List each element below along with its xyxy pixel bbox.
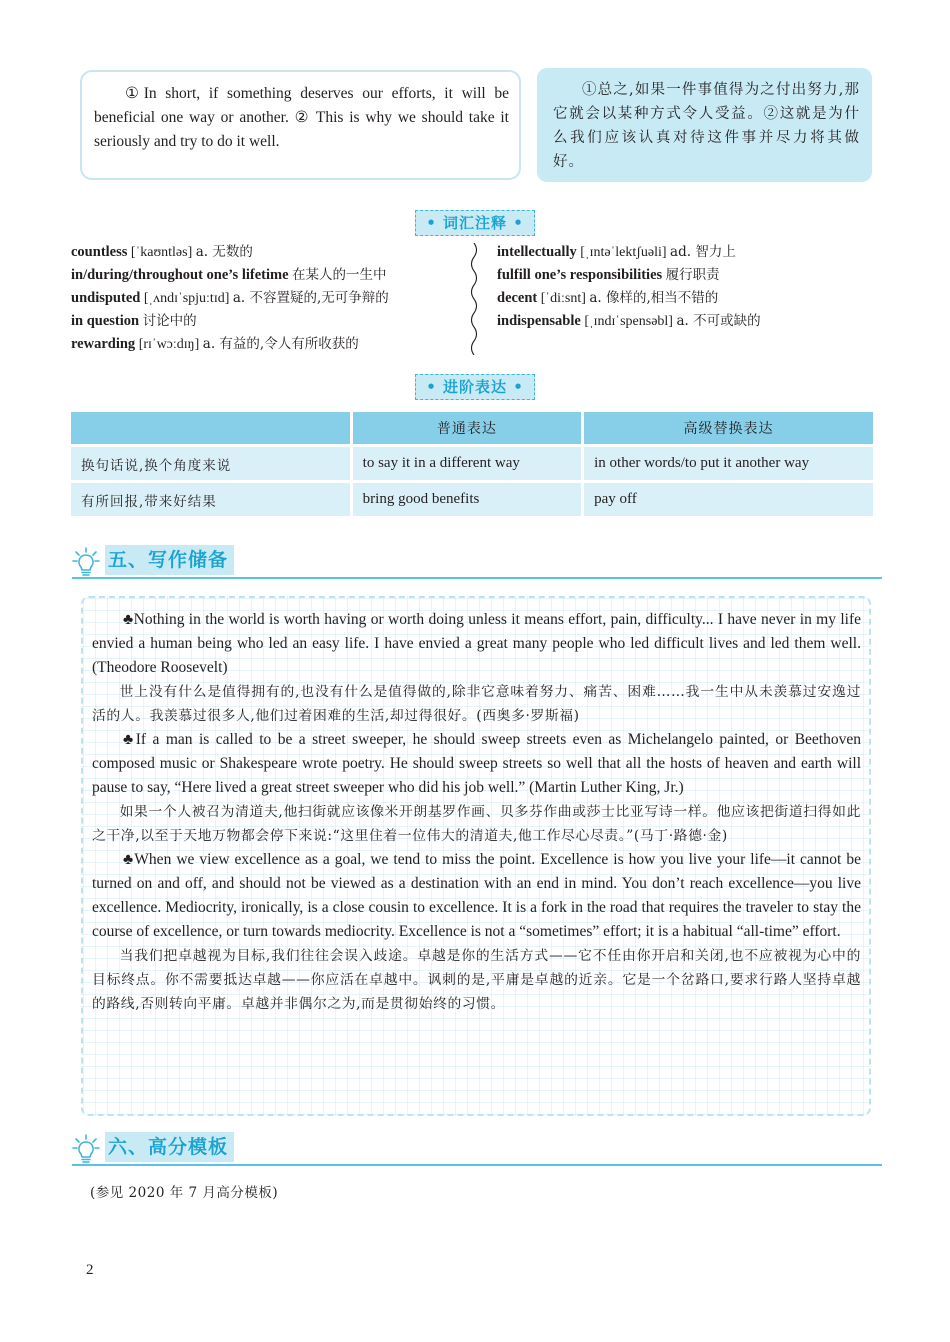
vocab-word: decent [497, 290, 538, 306]
section-five-header [72, 545, 882, 579]
header-cell-common: 普通表达 [353, 412, 581, 444]
vocab-item: countless [ˈkaʊntləs] a. 无数的 [71, 244, 253, 260]
vocab-item: rewarding [rɪˈwɔːdɪŋ] a. 有益的,令人有所收获的 [71, 336, 359, 352]
advanced-expression-cell: pay off [584, 483, 873, 516]
table-row [71, 483, 873, 516]
advanced-heading: • 进阶表达 • [415, 374, 535, 400]
vocab-item: intellectually [ˌɪntəˈlektʃuəli] ad. 智力上 [497, 244, 736, 260]
quote-english: ♣If a man is called to be a street sweeper, he should sweep streets even as Michelangelo painted, or Beethoven composed music or Shakespeare wrote poetry. He should sweep streets so well that all the hosts of heaven and earth will pause to say, “Here lived a great street sweeper who did his job well.” (Martin Luther King, Jr.) [92, 731, 861, 796]
table-row [71, 447, 873, 480]
advanced-expression-cell: in other words/to put it another way [584, 447, 873, 480]
vocab-item: decent [ˈdiːsnt] a. 像样的,相当不错的 [497, 290, 719, 306]
column-divider-squiggle [467, 243, 481, 355]
section-six-header [72, 1132, 882, 1166]
header-cell-blank [71, 412, 350, 444]
quote-english: ♣Nothing in the world is worth having or worth doing unless it means effort, pain, difficulty... I have never in my life envied a human being who led an easy life. I have envied a great many people who led difficult lives and led them well. (Theodore Roosevelt) [92, 611, 861, 676]
vocab-list-right [497, 241, 877, 333]
common-expression-cell: to say it in a different way [353, 447, 581, 480]
section-six-title: 六、高分模板 [105, 1132, 234, 1162]
vocab-heading: • 词汇注释 • [415, 210, 535, 236]
vocab-word: undisputed [71, 290, 141, 306]
vocab-word: in/during/throughout one’s lifetime [71, 267, 289, 283]
template-reference-note: (参见 2020 年 7 月高分模板) [90, 1185, 279, 1201]
vocab-word: countless [71, 244, 128, 260]
vocab-word: intellectually [497, 244, 577, 260]
summary-chinese-text: ①总之,如果一件事值得为之付出努力,那它就会以某种方式令人受益。②这就是为什么我们应该认真对待这件事并尽力将其做好。 [553, 82, 860, 170]
section-five-title: 五、写作储备 [105, 545, 234, 575]
vocab-item: undisputed [ˌʌndɪˈspjuːtɪd] a. 不容置疑的,无可争辩的 [71, 290, 389, 306]
page-number: 2 [86, 1262, 94, 1278]
common-expression-cell: bring good benefits [353, 483, 581, 516]
vocab-word: in question [71, 313, 140, 329]
quote-english: ♣When we view excellence as a goal, we tend to miss the point. Excellence is how you live your life—it cannot be turned on and off, and should not be viewed as a destination with an end in mind. You don’t reach excellence—you live excellence. Mediocrity, ironically, is a close cousin to excellence. It is a fork in the road that requires the traveler to stay the course of excellence, or turn towards mediocrity. Excellence is not a “sometimes” effort; it is a habitual “all-time” effort. [92, 851, 861, 940]
lightbulb-icon [72, 547, 100, 577]
meaning-cell: 换句话说,换个角度来说 [71, 447, 350, 480]
quote-chinese: 当我们把卓越视为目标,我们往往会误入歧途。卓越是你的生活方式——它不任由你开启和关闭,也不应被视为心中的目标终点。你不需要抵达卓越——你应活在卓越中。讽刺的是,平庸是卓越的近亲。它是一个岔路口,要求行路人坚持卓越的路线,否则转向平庸。卓越并非偶尔之为,而是贯彻始终的习惯。 [92, 948, 861, 1012]
vocab-word: fulfill one’s responsibilities [497, 267, 663, 283]
vocab-item: in question 讨论中的 [71, 313, 197, 329]
vocab-item: fulfill one’s responsibilities 履行职责 [497, 267, 720, 283]
quote-chinese: 世上没有什么是值得拥有的,也没有什么是值得做的,除非它意味着努力、痛苦、困难……我一生中从未羡慕过安逸过活的人。我羡慕过很多人,他们过着困难的生活,却过得很好。(西奥多·罗斯福) [92, 684, 861, 724]
expression-table [68, 409, 876, 519]
vocab-word: indispensable [497, 313, 581, 329]
quotes-box [81, 596, 871, 1116]
vocab-word: rewarding [71, 336, 136, 352]
vocab-item: in/during/throughout one’s lifetime 在某人的一生中 [71, 267, 387, 283]
table-header-row [71, 412, 873, 444]
header-cell-advanced: 高级替换表达 [584, 412, 873, 444]
summary-english-box [80, 70, 521, 180]
summary-english-text: ①In short, if something deserves our efforts, it will be beneficial one way or another. ② This is why we should take it seriously and try to do it well. [94, 85, 509, 150]
lightbulb-icon [72, 1134, 100, 1164]
meaning-cell: 有所回报,带来好结果 [71, 483, 350, 516]
summary-chinese-box [537, 68, 872, 182]
quote-chinese: 如果一个人被召为清道夫,他扫街就应该像米开朗基罗作画、贝多芬作曲或莎士比亚写诗一样。他应该把街道扫得如此之干净,以至于天地万物都会停下来说:“这里住着一位伟大的清道夫,他工作尽心尽责。”(马丁·路德·金) [92, 804, 861, 844]
vocab-list-left [71, 241, 471, 356]
vocab-item: indispensable [ˌɪndɪˈspensəbl] a. 不可或缺的 [497, 313, 761, 329]
